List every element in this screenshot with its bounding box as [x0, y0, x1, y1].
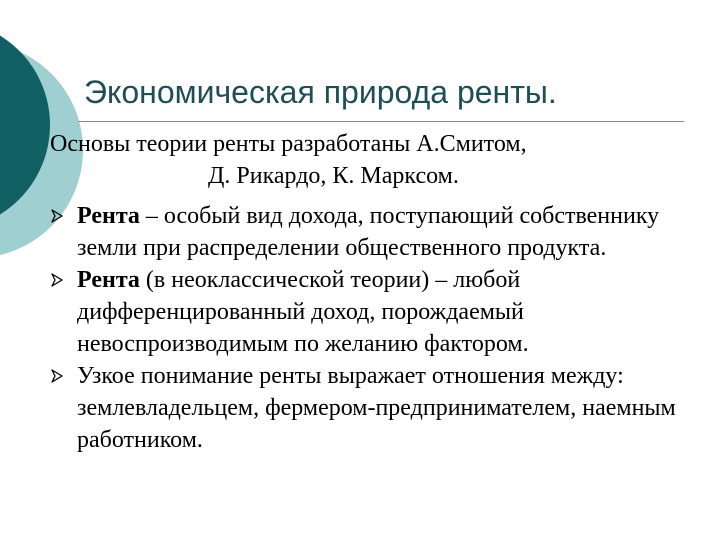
- item-text: Узкое понимание ренты выражает отношения между: землевладельцем, фермером-предпринимателем, наемным работником.: [77, 363, 676, 453]
- intro-paragraph: [50, 128, 690, 192]
- title-underline: [78, 121, 684, 122]
- item-text: – особый вид дохода, поступающий собственнику земли при распределении общественного продукта.: [77, 203, 660, 261]
- slide-title: Экономическая природа ренты.: [84, 74, 557, 110]
- list-item: [50, 264, 690, 360]
- list-item: [50, 200, 690, 264]
- list-item: [50, 360, 690, 456]
- intro-line-2: Д. Рикардо, К. Марксом.: [208, 163, 459, 189]
- item-term: Рента: [77, 203, 140, 229]
- intro-line-1: Основы теории ренты разработаны А.Смитом,: [50, 131, 527, 157]
- item-term: Рента: [77, 267, 140, 293]
- arrow-bullet-icon: [50, 209, 64, 223]
- item-text: (в неоклассической теории) – любой дифференцированный доход, порождаемый невоспроизводимым по желанию фактором.: [77, 267, 529, 357]
- arrow-bullet-icon: [50, 369, 64, 383]
- bullet-list: [50, 200, 690, 456]
- arrow-bullet-icon: [50, 273, 64, 287]
